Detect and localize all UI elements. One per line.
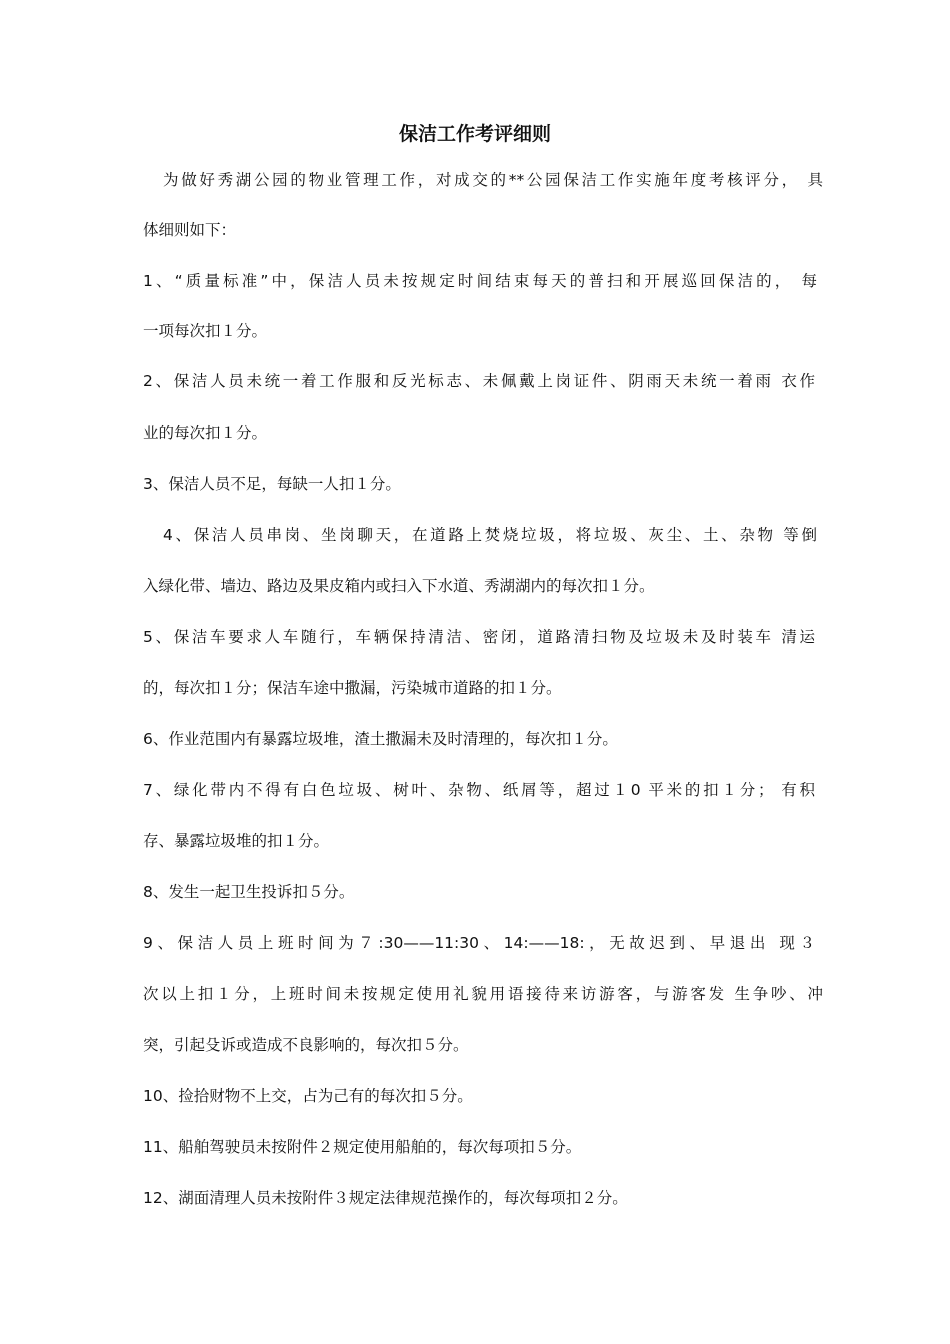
paragraph-line: 5、保洁车要求人车随行，车辆保持清洁、密闭，道路清扫物及垃圾未及时装车 清运: [143, 628, 815, 646]
paragraph-line: 的，每次扣１分；保洁车途中撒漏，污染城市道路的扣１分。: [143, 679, 562, 697]
paragraph-line: 9、保洁人员上班时间为７:30——11:30、14:——18:，无故迟到、早退出 现３: [143, 934, 815, 952]
paragraph-line: 11、船舶驾驶员未按附件２规定使用船舶的，每次每项扣５分。: [143, 1138, 582, 1156]
paragraph-line: 4、保洁人员串岗、坐岗聊天，在道路上焚烧垃圾，将垃圾、灰尘、土、杂物 等倒: [163, 526, 817, 544]
paragraph-line: 2、保洁人员未统一着工作服和反光标志、未佩戴上岗证件、阴雨天未统一着雨 衣作: [143, 372, 815, 390]
paragraph-line: 体细则如下：: [143, 221, 237, 239]
paragraph-line: 12、湖面清理人员未按附件３规定法律规范操作的，每次每项扣２分。: [143, 1189, 628, 1207]
paragraph-line: 8、发生一起卫生投诉扣５分。: [143, 883, 355, 901]
paragraph-line: 突，引起殳诉或造成不良影响的，每次扣５分。: [143, 1036, 469, 1054]
paragraph-line: 1、“质量标准”中，保洁人员未按规定时间结束每天的普扫和开展巡回保洁的， 每: [143, 272, 817, 290]
paragraph-line: 存、暴露垃圾堆的扣１分。: [143, 832, 330, 850]
paragraph-line: 一项每次扣１分。: [143, 322, 268, 340]
document-title: 保洁工作考评细则: [398, 123, 551, 145]
paragraph-line: 10、捡拾财物不上交，占为己有的每次扣５分。: [143, 1087, 473, 1105]
paragraph-line: 为做好秀湖公园的物业管理工作，对成交的**公园保洁工作实施年度考核评分， 具: [163, 171, 823, 189]
paragraph-line: 7、绿化带内不得有白色垃圾、树叶、杂物、纸屑等，超过１0 平米的扣１分； 有积: [143, 781, 815, 799]
paragraph-line: 次以上扣１分，上班时间未按规定使用礼貌用语接待来访游客，与游客发 生争吵、冲: [143, 985, 823, 1003]
paragraph-line: 3、保洁人员不足，每缺一人扣１分。: [143, 475, 401, 493]
paragraph-line: 业的每次扣１分。: [143, 424, 268, 442]
paragraph-line: 6、作业范围内有暴露垃圾堆，渣土撒漏未及时清理的，每次扣１分。: [143, 730, 618, 748]
paragraph-line: 入绿化带、墙边、路边及果皮箱内或扫入下水道、秀湖湖内的每次扣１分。: [143, 577, 655, 595]
